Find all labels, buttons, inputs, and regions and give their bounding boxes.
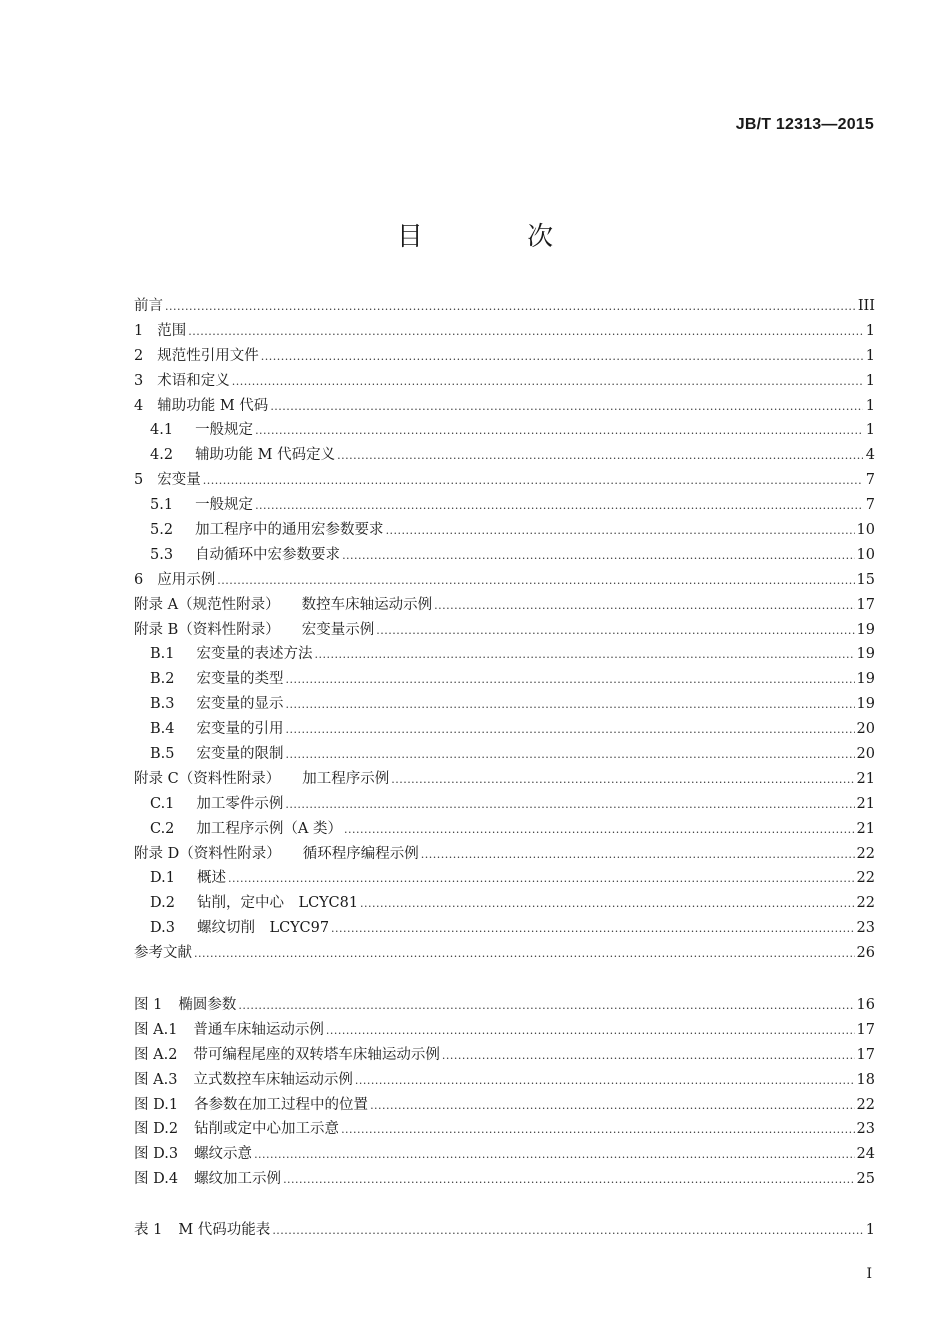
toc-entry-title: 辅助功能 M 代码定义 [195,447,336,464]
leader-dots [341,1118,854,1143]
figure-entry-title: 椭圆参数 [178,997,237,1013]
leader-dots [270,395,863,420]
leader-dots [194,942,855,967]
figure-entry-title: 钻削或定中心加工示意 [194,1121,340,1138]
toc-entry-title: 宏变量 [157,472,201,489]
toc-entry-page: 22 [856,870,875,887]
toc-entry[interactable] [134,593,875,618]
table-entry-title: M 代码功能表 [178,1222,271,1238]
toc-entry-number: 附录 C（资料性附录） [134,770,281,787]
leader-dots [261,345,863,370]
leader-dots [285,793,854,818]
figure-entry-page: 17 [856,1046,875,1063]
figure-entry-title: 螺纹加工示例 [194,1171,282,1188]
figure-entry-title: 各参数在加工过程中的位置 [194,1096,369,1113]
leader-dots [434,594,854,619]
toc-entry-number: 4.2 [150,447,174,464]
toc-entry[interactable] [134,692,875,717]
toc-entry[interactable] [134,518,875,543]
leader-dots [331,917,855,942]
toc-entry-title: 宏变量的引用 [196,721,284,738]
page-number: I [866,1266,872,1282]
table-entry-number: 表 1 [134,1222,163,1238]
toc-entry-page: 7 [865,497,875,514]
toc-entry-title: 加工零件示例 [196,795,284,812]
toc-entry[interactable] [134,941,875,966]
toc-entry-title: 数控车床轴运动示例 [301,596,433,613]
leader-dots [342,544,854,569]
toc-entry-title: 宏变量的类型 [196,671,284,688]
toc-entry-page: 19 [856,696,875,713]
toc-list [134,294,875,966]
toc-entry-number: D.3 [150,920,175,937]
figure-entry-page: 24 [856,1146,875,1163]
leader-dots [272,1219,863,1244]
table-entry[interactable] [134,1218,875,1243]
figure-entry-page: 23 [856,1121,875,1138]
toc-entry-page: 4 [865,447,875,464]
leader-dots [337,444,863,469]
table-list [134,1218,875,1243]
figure-entry[interactable] [134,1167,875,1192]
toc-entry-page: 10 [856,522,875,539]
toc-entry-page: 19 [856,671,875,688]
figure-entry-page: 16 [856,997,875,1013]
leader-dots [255,419,863,444]
toc-entry[interactable] [134,344,875,369]
leader-dots [391,768,854,793]
toc-entry-number: 5.2 [150,522,174,539]
toc-entry[interactable] [134,717,875,742]
toc-entry-title: 前言 [134,298,163,314]
toc-entry-title: 循环程序编程示例 [302,845,419,862]
figure-entry[interactable] [134,993,875,1018]
toc-entry-number: 5.1 [150,497,174,514]
toc-entry-page: 20 [856,721,875,738]
toc-entry[interactable] [134,319,875,344]
toc-entry-title: 宏变量示例 [301,621,375,638]
leader-dots [217,569,854,594]
table-entry-page: 1 [865,1222,875,1238]
leader-dots [344,818,855,843]
toc-entry[interactable] [134,667,875,692]
figure-entry-number: 图 D.2 [134,1121,179,1138]
leader-dots [355,1069,855,1094]
leader-dots [376,619,854,644]
toc-entry[interactable] [134,742,875,767]
toc-entry-number: 6 [134,571,144,588]
toc-entry-number: 2 [134,347,144,364]
leader-dots [370,1094,854,1119]
figure-entry-title: 普通车床轴运动示例 [193,1021,324,1038]
leader-dots [188,320,863,345]
toc-entry-page: 1 [865,347,875,364]
toc-entry-number: 5.3 [150,546,174,563]
figure-entry-number: 图 A.3 [134,1071,178,1088]
toc-entry[interactable] [134,767,875,792]
toc-entry-page: 19 [856,621,875,638]
toc-entry-page: 21 [856,820,875,837]
figure-entry[interactable] [134,1018,875,1043]
toc-entry-number: C.1 [150,795,175,812]
toc-entry-title: 应用示例 [157,571,216,588]
figure-entry-page: 22 [856,1096,875,1113]
toc-entry-title: 宏变量的限制 [196,746,284,763]
figure-entry-title: 立式数控车床轴运动示例 [193,1071,353,1088]
leader-dots [315,643,855,668]
toc-entry-page: 17 [856,596,875,613]
toc-entry-number: B.1 [150,646,175,663]
toc-entry-title: 一般规定 [195,422,254,439]
toc-entry-page: 21 [856,795,875,812]
toc-entry[interactable] [134,792,875,817]
toc-entry-title: 辅助功能 M 代码 [157,397,269,414]
toc-entry-title: 规范性引用文件 [157,347,259,364]
toc-entry-title: 宏变量的表述方法 [196,646,313,663]
toc-entry-title: 加工程序示例（A 类） [196,820,343,837]
figure-entry-title: 螺纹示意 [194,1146,253,1163]
toc-entry[interactable] [134,394,875,419]
figure-entry[interactable] [134,1043,875,1068]
toc-entry-number: B.4 [150,721,175,738]
toc-entry-page: 7 [865,472,875,489]
leader-dots [286,743,855,768]
figure-entry-title: 带可编程尾座的双转塔车床轴运动示例 [193,1046,440,1063]
toc-entry-number: 3 [134,372,144,389]
toc-entry[interactable] [134,493,875,518]
leader-dots [254,1143,854,1168]
leader-dots [421,843,855,868]
toc-entry-number: D.1 [150,870,175,887]
toc-entry-page: 1 [865,397,875,414]
toc-entry[interactable] [134,418,875,443]
toc-entry-page: 15 [856,571,875,588]
toc-entry[interactable] [134,642,875,667]
leader-dots [442,1044,855,1069]
leader-dots [283,1168,854,1193]
toc-entry-page: 1 [865,372,875,389]
figure-entry[interactable] [134,1142,875,1167]
figure-entry[interactable] [134,1068,875,1093]
toc-entry-title: 宏变量的显示 [196,696,284,713]
toc-entry-page: 23 [856,920,875,937]
leader-dots [286,693,855,718]
figure-entry-page: 25 [856,1171,875,1188]
figure-list [134,993,875,1192]
toc-entry-title: 自动循环中宏参数要求 [195,546,341,563]
toc-entry-number: 4.1 [150,422,174,439]
leader-dots [232,370,863,395]
toc-entry[interactable] [134,443,875,468]
leader-dots [238,994,854,1019]
figure-entry-page: 18 [856,1071,875,1088]
page-title: 目 次 [396,222,602,252]
figure-entry-number: 图 1 [134,997,163,1013]
toc-entry-title: 钻削，定中心 LCYC81 [196,895,359,912]
toc-entry-page: 10 [856,546,875,563]
toc-entry-title: 概述 [196,870,226,887]
leader-dots [326,1019,855,1044]
toc-entry-number: B.5 [150,746,175,763]
toc-entry-title: 加工程序示例 [302,770,390,787]
toc-entry-title: 一般规定 [195,497,254,514]
leader-dots [286,668,855,693]
leader-dots [360,892,855,917]
toc-entry-number: C.2 [150,820,175,837]
toc-entry[interactable] [134,468,875,493]
toc-entry-number: 1 [134,322,144,339]
toc-entry-title: 螺纹切削 LCYC97 [196,920,330,937]
toc-entry-page: 1 [865,422,875,439]
toc-entry-number: D.2 [150,895,175,912]
toc-entry[interactable] [134,369,875,394]
leader-dots [203,469,863,494]
figure-entry-page: 17 [856,1021,875,1038]
leader-dots [165,295,856,320]
toc-entry-page: 22 [856,845,875,862]
toc-entry-page: III [857,298,875,314]
figure-entry-number: 图 D.4 [134,1171,179,1188]
toc-entry-page: 1 [865,322,875,339]
figure-entry-number: 图 A.1 [134,1021,178,1038]
figure-entry-number: 图 D.3 [134,1146,179,1163]
toc-entry-page: 22 [856,895,875,912]
toc-entry-number: 4 [134,397,144,414]
figure-entry-number: 图 A.2 [134,1046,178,1063]
leader-dots [386,519,855,544]
toc-entry-title: 参考文献 [134,945,192,962]
toc-entry[interactable] [134,866,875,891]
toc-entry[interactable] [134,568,875,593]
toc-entry[interactable] [134,891,875,916]
toc-entry[interactable] [134,294,875,319]
figure-entry-number: 图 D.1 [134,1096,179,1113]
leader-dots [255,494,863,519]
standard-code: JB/T 12313—2015 [735,116,874,133]
toc-entry-title: 术语和定义 [157,372,230,389]
toc-entry[interactable] [134,916,875,941]
toc-entry-title: 加工程序中的通用宏参数要求 [195,522,384,539]
toc-entry-title: 范围 [157,322,187,339]
toc-entry[interactable] [134,618,875,643]
toc-entry-number: B.3 [150,696,175,713]
toc-entry[interactable] [134,842,875,867]
toc-entry-page: 21 [856,770,875,787]
toc-entry[interactable] [134,543,875,568]
leader-dots [228,867,855,892]
toc-entry-number: 附录 B（资料性附录） [134,621,280,638]
toc-entry-number: B.2 [150,671,175,688]
toc-entry-page: 19 [856,646,875,663]
figure-entry[interactable] [134,1093,875,1118]
toc-entry-page: 20 [856,746,875,763]
toc-entry-number: 附录 D（资料性附录） [134,845,281,862]
toc-entry-number: 5 [134,472,144,489]
leader-dots [286,718,855,743]
toc-entry[interactable] [134,817,875,842]
figure-entry[interactable] [134,1117,875,1142]
toc-entry-page: 26 [856,945,875,962]
toc-entry-number: 附录 A（规范性附录） [134,596,280,613]
